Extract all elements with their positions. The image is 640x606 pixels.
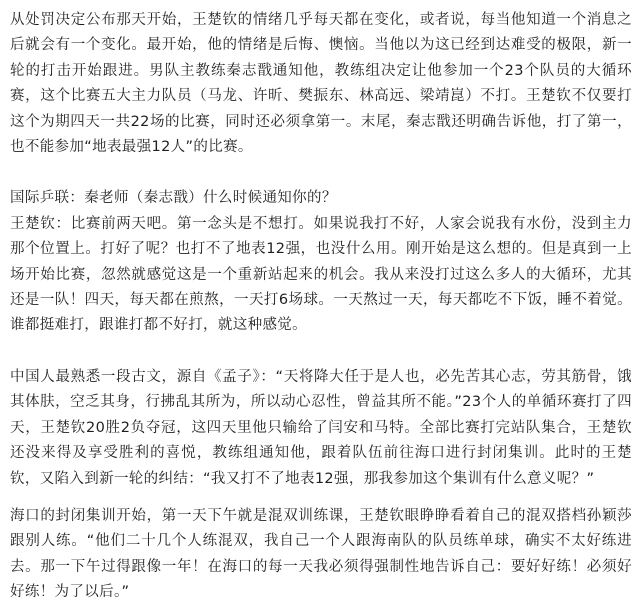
paragraph-spacer bbox=[10, 339, 632, 365]
paragraph-penalty-intro: 从处罚决定公布那天开始，王楚钦的情绪几乎每天都在变化，或者说，每当他知道一个消息之后就会有一个变化。最开始，他的情绪是后悔、懊恼。当他以为这已经到达难受的极限，新一轮的打击开始跟进。男队主教练秦志戬通知他，教练组决定让他参加一个23个队员的大循环赛，这个比赛五大主力队员（马龙、许昕、樊振东、林高远、梁靖崑）不打。王楚钦不仅要打这个为期四天一共22场的比赛，同时还必须拿第一。末尾，秦志戬还明确告诉他，打了第一，也不能参加“地表最强12人”的比赛。 bbox=[10, 12, 632, 156]
interview-answer: 王楚钦：比赛前两天吧。第一念头是不想打。如果说我打不好，人家会说我有水份，没到主力那个位置上。打好了呢？也打不了地表12强，也没什么用。刚开始是这么想的。但是真到一上场开始比赛，忽然就感觉这是一个重新站起来的机会。我从来没打过这么多人的大循环，尤其还是一队！四天，每天都在煎熬，一天打6场球。一天熬过一天，每天都吃不下饭，睡不着觉。谁都挺难打，跟谁打都不好打，就这种感觉。 bbox=[10, 215, 632, 334]
paragraph-spacer bbox=[10, 160, 632, 186]
interview-question: 国际乒联：秦老师（秦志戬）什么时候通知你的？ bbox=[10, 190, 337, 207]
paragraph-haikou-training: 海口的封闭集训开始，第一天下午就是混双训练课，王楚钦眼睁睁看着自己的混双搭档孙颖莎跟别人练。“他们二十几个人练混双，我自己一个人跟海南队的队员练单球，确实不太好练进去。那一下午过得跟像一年！在海口的每一天我必须得强制性地告诉自己：要好好练！必须好好练！为了以后。” bbox=[10, 507, 632, 601]
paragraph-spacer bbox=[10, 492, 632, 504]
paragraph-mencius-quote: 中国人最熟悉一段古文，源自《孟子》：“天将降大任于是人也，必先苦其心志，劳其筋骨，饿其体肤，空乏其身，行拂乱其所为，所以动心忍性，曾益其所不能。”23个人的单循环赛打了四天，王楚钦20胜2负夺冠，这四天里他只输给了闫安和马特。全部比赛打完站队集合，王楚钦还没来得及享受胜利的喜悦，教练组通知他，跟着队伍前往海口进行封闭集训。此时的王楚钦，又陷入到新一轮的纠结：“我又打不了地表12强，那我参加这个集训有什么意义呢？” bbox=[10, 368, 632, 487]
article-body bbox=[10, 8, 632, 606]
